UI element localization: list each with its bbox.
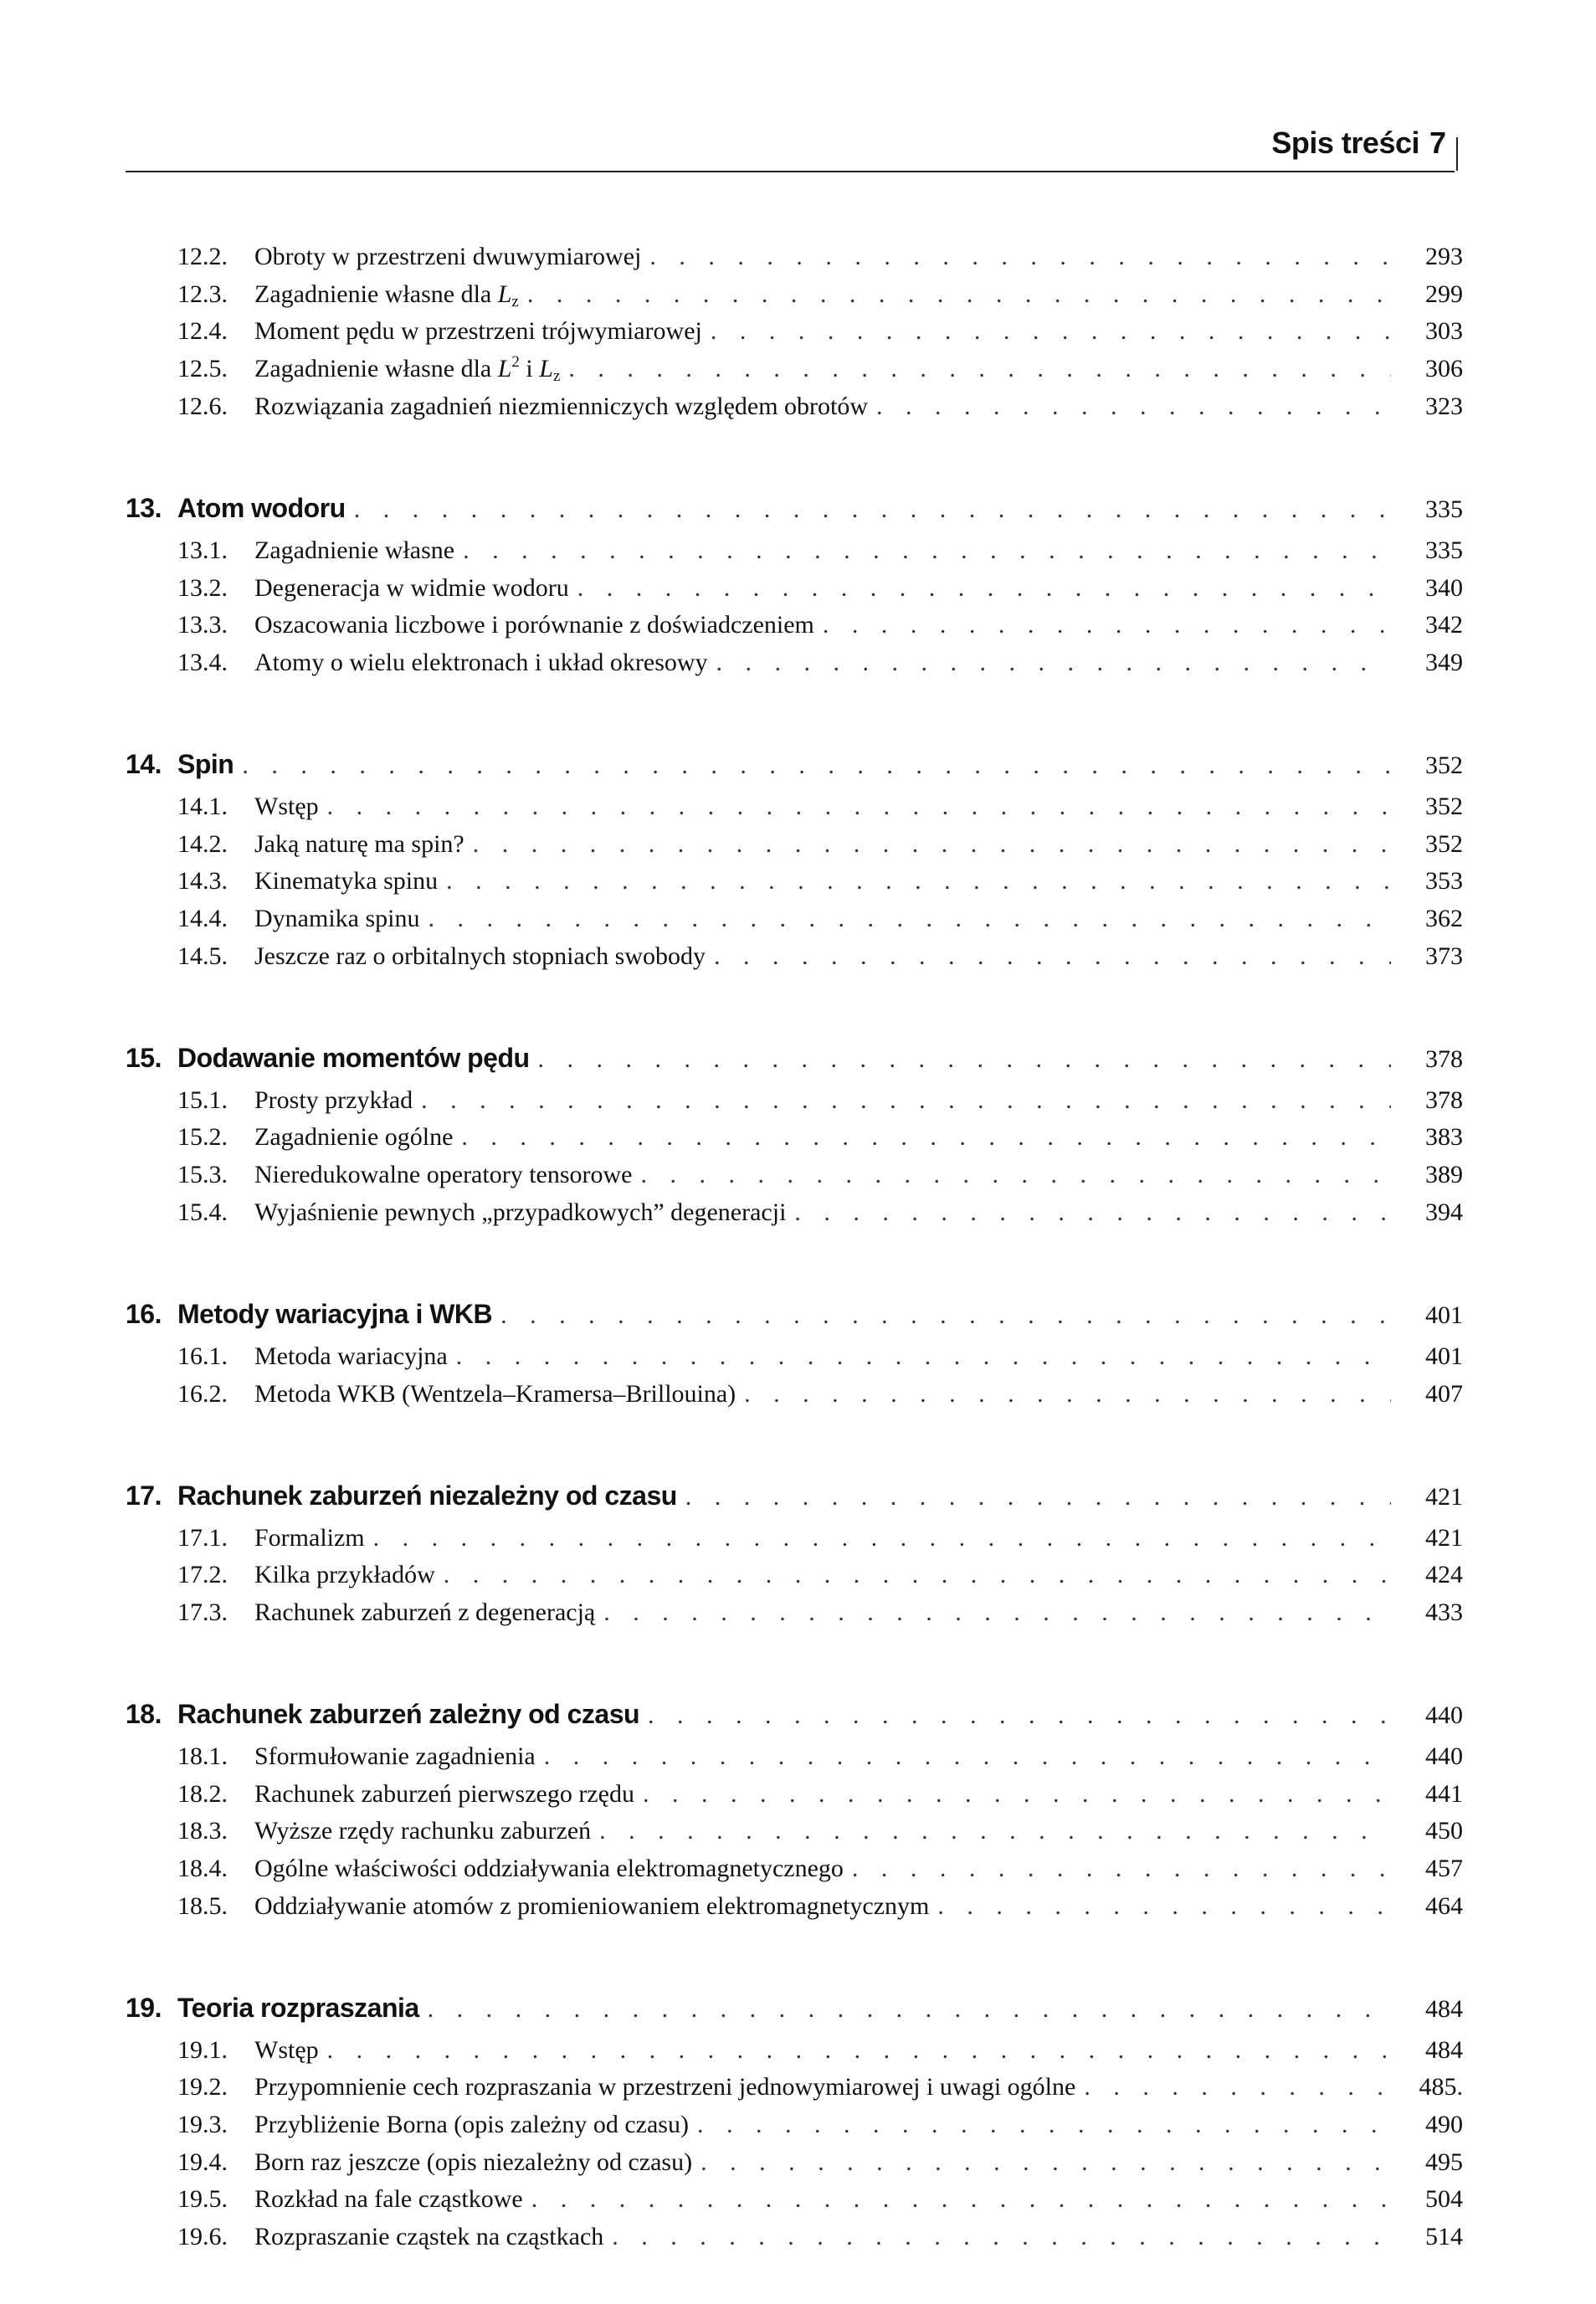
entry-title: Born raz jeszcze (opis niezależny od czasu) (254, 2148, 693, 2176)
entry-number: 15.3. (177, 1161, 228, 1188)
page-ref: 389 (1425, 1161, 1463, 1188)
page-ref: 340 (1425, 574, 1463, 602)
dot-leader (700, 2148, 1391, 2177)
dot-leader (612, 2223, 1391, 2251)
chapter-heading (126, 1299, 1463, 1337)
dot-leader (428, 1995, 1391, 2024)
section-entry (177, 1342, 1463, 1379)
section-entry (177, 1380, 1463, 1417)
page-ref: 349 (1425, 649, 1463, 676)
page-ref: 342 (1425, 611, 1463, 639)
dot-leader (711, 317, 1391, 346)
entry-number: 14.4. (177, 905, 228, 932)
dot-leader (527, 280, 1391, 309)
page-ref: 440 (1425, 1701, 1463, 1729)
dot-leader (456, 1342, 1391, 1371)
entry-number: 13.4. (177, 649, 228, 676)
entry-title: Teoria rozpraszania (177, 1993, 419, 2023)
entry-number: 17.3. (177, 1598, 228, 1626)
page-ref: 353 (1425, 867, 1463, 895)
page-ref: 299 (1425, 280, 1463, 308)
entry-title: Nieredukowalne operatory tensorowe (254, 1161, 633, 1188)
entry-title: Obroty w przestrzeni dwuwymiarowej (254, 243, 642, 270)
section-entry (177, 1123, 1463, 1160)
entry-number: 17. (126, 1480, 162, 1511)
entry-number: 15.1. (177, 1086, 228, 1114)
chapter-heading (126, 1480, 1463, 1519)
entry-number: 12.4. (177, 317, 228, 345)
section-entry (177, 649, 1463, 685)
entry-number: 18.1. (177, 1742, 228, 1770)
entry-number: 12.2. (177, 243, 228, 270)
section-entry (177, 867, 1463, 904)
entry-title: Zagadnienie własne dla $L_z$ (254, 280, 519, 310)
page-ref: 306 (1425, 355, 1463, 382)
section-entry (177, 1780, 1463, 1817)
entry-number: 19.1. (177, 2036, 228, 2064)
section-entry (177, 830, 1463, 867)
dot-leader (544, 1742, 1391, 1771)
entry-title: Wyższe rzędy rachunku zaburzeń (254, 1817, 592, 1845)
entry-title: Rozpraszanie cząstek na cząstkach (254, 2223, 604, 2250)
entry-title: Dodawanie momentów pędu (177, 1043, 530, 1073)
dot-leader (716, 649, 1391, 677)
running-head-title: Spis treści (1271, 126, 1419, 160)
section-entry (177, 1198, 1463, 1235)
entry-number: 12.6. (177, 393, 228, 420)
entry-title: Prosty przykład (254, 1086, 413, 1114)
chapter-heading (126, 1993, 1463, 2031)
entry-title: Rozkład na fale cząstkowe (254, 2185, 523, 2213)
page-ref: 424 (1425, 1561, 1463, 1588)
math-symbol: L (497, 355, 512, 382)
page-ref: 335 (1425, 536, 1463, 564)
entry-title: Rachunek zaburzeń zależny od czasu (177, 1699, 640, 1729)
section-entry (177, 2073, 1463, 2110)
page-ref: 383 (1425, 1123, 1463, 1151)
page-number: 7 (1429, 126, 1447, 160)
page-ref: 490 (1425, 2111, 1463, 2138)
entry-title: Metoda WKB (Wentzela–Kramersa–Brillouina) (254, 1380, 736, 1408)
entry-number: 19.5. (177, 2185, 228, 2213)
entry-number: 13.1. (177, 536, 228, 564)
section-entry (177, 1161, 1463, 1198)
section-entry (177, 611, 1463, 648)
dot-leader (599, 1817, 1391, 1845)
dot-leader (327, 2036, 1391, 2065)
section-entry (177, 1524, 1463, 1561)
math-symbol-subscript: z (552, 367, 561, 385)
section-entry (177, 2148, 1463, 2185)
entry-number: 17.1. (177, 1524, 228, 1552)
entry-number: 18.2. (177, 1780, 228, 1808)
page-ref: 485. (1419, 2073, 1463, 2101)
entry-title: Jaką naturę ma spin? (254, 830, 464, 858)
entry-title: Ogólne właściwości oddziaływania elektromagnetycznego (254, 1855, 844, 1882)
page-ref: 433 (1425, 1598, 1463, 1626)
entry-number: 12.3. (177, 280, 228, 308)
chapter-heading (126, 493, 1463, 531)
entry-number: 13. (126, 493, 162, 523)
section-entry (177, 1892, 1463, 1929)
entry-number: 19.2. (177, 2073, 228, 2101)
section-entry (177, 574, 1463, 611)
page-ref: 450 (1425, 1817, 1463, 1845)
dot-leader (463, 536, 1391, 565)
page-ref: 421 (1425, 1483, 1463, 1511)
section-entry (177, 243, 1463, 280)
dot-leader (577, 574, 1391, 603)
dot-leader (641, 1161, 1392, 1189)
section-entry (177, 793, 1463, 829)
entry-number: 14. (126, 749, 162, 779)
section-entry (177, 1598, 1463, 1635)
dot-leader (685, 1483, 1391, 1511)
section-entry (177, 2223, 1463, 2260)
dot-leader (794, 1198, 1391, 1227)
page-ref: 378 (1425, 1086, 1463, 1114)
page-ref: 362 (1425, 905, 1463, 932)
chapter-heading (126, 1699, 1463, 1737)
page-ref: 421 (1425, 1524, 1463, 1552)
math-symbol-subscript: z (511, 293, 519, 310)
chapter-heading (126, 749, 1463, 788)
section-entry (177, 2111, 1463, 2147)
entry-number: 16. (126, 1299, 162, 1329)
page-ref: 394 (1425, 1198, 1463, 1226)
entry-title: Metoda wariacyjna (254, 1342, 448, 1370)
entry-title: Formalizm (254, 1524, 365, 1552)
entry-title: Przypomnienie cech rozpraszania w przestrzeni jednowymiarowej i uwagi ogólne (254, 2073, 1076, 2101)
page-ref: 293 (1425, 243, 1463, 270)
dot-leader (444, 1561, 1391, 1589)
dot-leader (648, 1701, 1391, 1730)
entry-title: Sformułowanie zagadnienia (254, 1742, 536, 1770)
dot-leader (500, 1301, 1391, 1330)
entry-title: Zagadnienie własne (254, 536, 455, 564)
entry-number: 15.4. (177, 1198, 228, 1226)
entry-title: Oddziaływanie atomów z promieniowaniem elektromagnetycznym (254, 1892, 930, 1920)
section-entry (177, 280, 1463, 317)
dot-leader (649, 243, 1391, 271)
page-ref: 457 (1425, 1855, 1463, 1882)
dot-leader (823, 611, 1391, 639)
section-entry (177, 393, 1463, 429)
dot-leader (714, 942, 1391, 971)
entry-number: 18.3. (177, 1817, 228, 1845)
page-ref: 514 (1425, 2223, 1463, 2250)
section-entry (177, 536, 1463, 573)
entry-title: Moment pędu w przestrzeni trójwymiarowej (254, 317, 702, 345)
entry-title: Wyjaśnienie pewnych „przypadkowych” degeneracji (254, 1198, 787, 1226)
section-entry (177, 1561, 1463, 1598)
page-ref: 378 (1425, 1045, 1463, 1073)
entry-title: Rozwiązania zagadnień niezmienniczych względem obrotów (254, 393, 869, 420)
dot-leader (937, 1892, 1391, 1921)
dot-leader (327, 793, 1391, 821)
dot-leader (373, 1524, 1391, 1552)
page-ref: 484 (1425, 2036, 1463, 2064)
section-entry (177, 942, 1463, 979)
entry-number: 13.3. (177, 611, 228, 639)
section-entry (177, 355, 1463, 392)
entry-number: 15. (126, 1043, 162, 1073)
entry-title: Zagadnienie własne dla $L^2$ i $L_z$ (254, 353, 561, 385)
dot-leader (354, 495, 1391, 524)
entry-title: Rachunek zaburzeń pierwszego rzędu (254, 1780, 634, 1808)
entry-number: 19.4. (177, 2148, 228, 2176)
page-ref: 352 (1425, 793, 1463, 820)
page-ref: 352 (1425, 830, 1463, 858)
entry-title: Zagadnienie ogólne (254, 1123, 454, 1151)
page-ref: 495 (1425, 2148, 1463, 2176)
entry-number: 14.1. (177, 793, 228, 820)
section-entry (177, 1742, 1463, 1779)
entry-number: 16.2. (177, 1380, 228, 1408)
section-entry (177, 2185, 1463, 2222)
entry-number: 16.1. (177, 1342, 228, 1370)
entry-title: Wstęp (254, 793, 319, 820)
entry-number: 18. (126, 1699, 162, 1729)
dot-leader (568, 355, 1391, 383)
section-entry (177, 2036, 1463, 2073)
entry-number: 12.5. (177, 355, 228, 382)
entry-number: 17.2. (177, 1561, 228, 1588)
entry-title: Przybliżenie Borna (opis zależny od czasu) (254, 2111, 689, 2138)
entry-title: Atom wodoru (177, 493, 346, 523)
chapter-heading (126, 1043, 1463, 1081)
dot-leader (643, 1780, 1391, 1809)
section-entry (177, 317, 1463, 354)
math-symbol-superscript: 2 (511, 353, 520, 371)
page-ref: 352 (1425, 752, 1463, 779)
entry-number: 15.2. (177, 1123, 228, 1151)
entry-title: Atomy o wielu elektronach i układ okresowy (254, 649, 708, 676)
math-symbol: L (497, 280, 512, 308)
page-ref: 335 (1425, 495, 1463, 523)
page-ref: 401 (1425, 1301, 1463, 1329)
page-ref: 407 (1425, 1380, 1463, 1408)
dot-leader (1084, 2073, 1391, 2101)
page-ref: 401 (1425, 1342, 1463, 1370)
page-ref: 484 (1425, 1995, 1463, 2023)
entry-number: 14.3. (177, 867, 228, 895)
section-entry (177, 905, 1463, 942)
dot-leader (697, 2111, 1391, 2139)
dot-leader (603, 1598, 1391, 1627)
page-ref: 373 (1425, 942, 1463, 970)
entry-title: Wstęp (254, 2036, 319, 2064)
entry-title: Rachunek zaburzeń z degeneracją (254, 1598, 596, 1626)
entry-title: Spin (177, 749, 234, 779)
entry-number: 19.6. (177, 2223, 228, 2250)
entry-number: 19.3. (177, 2111, 228, 2138)
dot-leader (531, 2185, 1391, 2214)
page-ref: 323 (1425, 393, 1463, 420)
page-ref: 303 (1425, 317, 1463, 345)
dot-leader (461, 1123, 1391, 1152)
entry-title: Metody wariacyjna i WKB (177, 1299, 493, 1329)
dot-leader (242, 752, 1391, 780)
entry-number: 19. (126, 1993, 162, 2023)
entry-title: Kilka przykładów (254, 1561, 435, 1588)
entry-title: Dynamika spinu (254, 905, 420, 932)
page-ref: 440 (1425, 1742, 1463, 1770)
page-ref: 464 (1425, 1892, 1463, 1920)
page-ref: 504 (1425, 2185, 1463, 2213)
entry-title: Jeszcze raz o orbitalnych stopniach swobody (254, 942, 706, 970)
entry-number: 18.5. (177, 1892, 228, 1920)
dot-leader (428, 905, 1391, 933)
dot-leader (538, 1045, 1391, 1074)
entry-number: 18.4. (177, 1855, 228, 1882)
entry-title: Rachunek zaburzeń niezależny od czasu (177, 1480, 677, 1511)
dot-leader (473, 830, 1391, 859)
math-symbol: L (539, 355, 553, 382)
dot-leader (446, 867, 1391, 895)
entry-number: 14.5. (177, 942, 228, 970)
dot-leader (744, 1380, 1391, 1409)
entry-title: Kinematyka spinu (254, 867, 439, 895)
entry-title: Degeneracja w widmie wodoru (254, 574, 569, 602)
page-ref: 441 (1425, 1780, 1463, 1808)
section-entry (177, 1086, 1463, 1123)
section-entry (177, 1855, 1463, 1891)
entry-number: 13.2. (177, 574, 228, 602)
entry-title: Oszacowania liczbowe i porównanie z doświadczeniem (254, 611, 814, 639)
dot-leader (421, 1086, 1391, 1115)
section-entry (177, 1817, 1463, 1854)
dot-leader (852, 1855, 1391, 1883)
entry-number: 14.2. (177, 830, 228, 858)
dot-leader (876, 393, 1391, 421)
